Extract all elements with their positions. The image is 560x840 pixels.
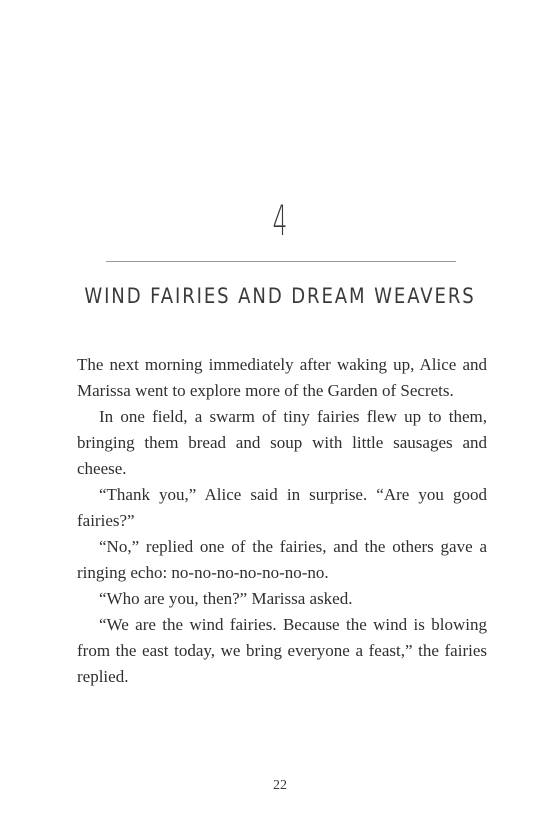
paragraph: The next morning immediately after waking up, Alice and Marissa went to explore more of the Garden of Secrets. xyxy=(77,355,487,400)
chapter-body xyxy=(77,352,487,690)
paragraph: “Who are you, then?” Marissa asked. xyxy=(99,589,353,608)
paragraph: “Thank you,” Alice said in surprise. “Are you good fairies?” xyxy=(77,485,487,530)
paragraph: “We are the wind fairies. Because the wind is blowing from the east today, we bring everyone a feast,” the fairies replied. xyxy=(77,615,487,686)
paragraph: In one field, a swarm of tiny fairies flew up to them, bringing them bread and soup with little sausages and cheese. xyxy=(77,407,487,478)
page-number: 22 xyxy=(273,778,287,793)
paragraph: “No,” replied one of the fairies, and the others gave a ringing echo: no-no-no-no-no-no-no. xyxy=(77,537,487,582)
chapter-divider xyxy=(106,261,456,262)
chapter-number: 4 xyxy=(272,196,288,245)
chapter-title: WIND FAIRIES AND DREAM WEAVERS xyxy=(84,284,476,308)
